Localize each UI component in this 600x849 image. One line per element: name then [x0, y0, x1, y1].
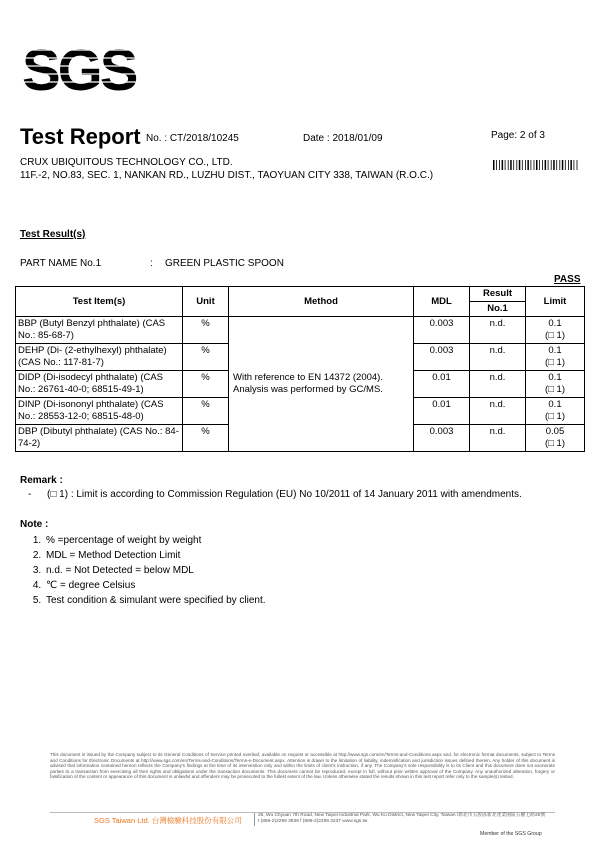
results-table [15, 286, 585, 452]
col-header-result-sub: No.1 [470, 302, 526, 317]
limit-value: 0.1 [548, 345, 562, 356]
barcode-icon [493, 157, 579, 167]
cell-item: DINP (Di-isononyl phthalate) (CAS No.: 28553-12-0; 68515-48-0) [16, 398, 183, 425]
col-header-unit: Unit [183, 287, 229, 317]
limit-ref: (□ 1) [545, 357, 565, 368]
cell-result: n.d. [470, 317, 526, 344]
col-header-method: Method [229, 287, 414, 317]
note-title: Note : [20, 519, 49, 530]
company-name: CRUX UBIQUITOUS TECHNOLOGY CO., LTD. [20, 157, 233, 168]
cell-result: n.d. [470, 425, 526, 452]
limit-ref: (□ 1) [545, 411, 565, 422]
list-item: 5. Test condition & simulant were specified by client. [44, 593, 266, 608]
results-heading: Test Result(s) [20, 229, 86, 240]
member-of-sgs: Member of the SGS Group [480, 831, 542, 837]
sgs-taiwan-name: SGS Taiwan Ltd. 台灣檢驗科技股份有限公司 [94, 816, 242, 825]
part-name-value: GREEN PLASTIC SPOON [165, 258, 284, 269]
cell-method: With reference to EN 14372 (2004). Analysis was performed by GC/MS. [229, 317, 414, 452]
cell-result: n.d. [470, 398, 526, 425]
cell-limit [526, 425, 585, 452]
footer-address-line: 25, Wu Chyuan 7th Road, New Taipei Industrial Park, Wu Ku District, New Taipei City, Taiwan /新北市五股區新北產業園區五權七路25號 [258, 813, 546, 818]
cell-unit: % [183, 371, 229, 398]
report-title: Test Report [20, 124, 141, 149]
legal-disclaimer: This document is issued by the Company subject to its General Conditions of Service printed overleaf, available on request or accessible at http://www.sgs.com/en/Terms-and-Conditions.aspx and, for electronic format documents, subject to Terms and Conditions for Electronic Documents at http://www.sgs.com/en/Terms-and-Conditions/Terms-e-Document.aspx. Attention is drawn to the limitation of liability, indemnification and jurisdiction issues defined therein. Any holder of this document is advised that information contained hereon reflects the Company's findings at the time of its intervention only and within the limits of client's instruction, if any. The Company's sole responsibility is to its Client and this document does not exonerate parties to a transaction from exercising all their rights and obligations under the transaction documents. This document cannot be reproduced, except in full, without prior written approval of the Company. Any unauthorized alteration, forgery or falsification of the content or appearance of this document is unlawful and offenders may be prosecuted to the fullest extent of the law. Unless otherwise stated the results shown in this test report refer only to the sample(s) tested. [50, 752, 555, 780]
limit-value: 0.05 [545, 426, 565, 437]
cell-limit [526, 344, 585, 371]
cell-mdl: 0.01 [414, 371, 470, 398]
cell-mdl: 0.01 [414, 398, 470, 425]
table-row [16, 317, 585, 344]
limit-ref: (□ 1) [545, 384, 565, 395]
sgs-logo-text: SGS [22, 38, 136, 100]
col-header-limit: Limit [526, 287, 585, 317]
list-item: 1. % =percentage of weight by weight [44, 533, 266, 548]
remark-bullet: - [28, 489, 32, 500]
cell-result: n.d. [470, 344, 526, 371]
cell-item: DBP (Dibutyl phthalate) (CAS No.: 84-74-2) [16, 425, 183, 452]
cell-result: n.d. [470, 371, 526, 398]
report-number: No. : CT/2018/10245 [146, 133, 239, 144]
sgs-logo-icon [20, 38, 140, 100]
col-header-mdl: MDL [414, 287, 470, 317]
remark-title: Remark : [20, 475, 63, 486]
cell-mdl: 0.003 [414, 344, 470, 371]
list-item: 3. n.d. = Not Detected = below MDL [44, 563, 266, 578]
limit-value: 0.1 [548, 372, 562, 383]
limit-ref: (□ 1) [545, 330, 565, 341]
cell-item: DIDP (Di-isodecyl phthalate) (CAS No.: 26761-40-0; 68515-49-1) [16, 371, 183, 398]
limit-value: 0.1 [548, 318, 562, 329]
cell-limit [526, 398, 585, 425]
sgs-logo [20, 38, 140, 100]
footer-contact-line: t (886-2)2299 3939 f (886-2)2299 3237 www.sgs.tw [258, 819, 368, 824]
footer-separator [254, 813, 255, 826]
report-date: Date : 2018/01/09 [303, 133, 383, 144]
cell-mdl: 0.003 [414, 425, 470, 452]
footer-address [258, 813, 545, 825]
cell-limit [526, 317, 585, 344]
cell-mdl: 0.003 [414, 317, 470, 344]
company-address: 11F.-2, NO.83, SEC. 1, NANKAN RD., LUZHU DIST., TAOYUAN CITY 338, TAIWAN (R.O.C.) [20, 170, 434, 181]
part-name-label: PART NAME No.1 [20, 258, 102, 269]
cell-unit: % [183, 425, 229, 452]
limit-value: 0.1 [548, 399, 562, 410]
part-name-colon: : [150, 258, 153, 269]
notes-list [30, 533, 266, 608]
limit-ref: (□ 1) [545, 438, 565, 449]
col-header-item: Test Item(s) [16, 287, 183, 317]
cell-unit: % [183, 317, 229, 344]
list-item: 4. ℃ = degree Celsius [44, 578, 266, 593]
col-header-result: Result [470, 287, 526, 302]
cell-unit: % [183, 398, 229, 425]
pass-verdict: PASS [554, 274, 581, 285]
cell-unit: % [183, 344, 229, 371]
cell-item: DEHP (Di- (2-ethylhexyl) phthalate) (CAS No.: 117-81-7) [16, 344, 183, 371]
list-item: 2. MDL = Method Detection Limit [44, 548, 266, 563]
cell-limit [526, 371, 585, 398]
remark-text: (□ 1) : Limit is according to Commission Regulation (EU) No 10/2011 of 14 January 2011 with amendments. [47, 489, 522, 500]
cell-item: BBP (Butyl Benzyl phthalate) (CAS No.: 85-68-7) [16, 317, 183, 344]
page-indicator: Page: 2 of 3 [491, 130, 545, 141]
